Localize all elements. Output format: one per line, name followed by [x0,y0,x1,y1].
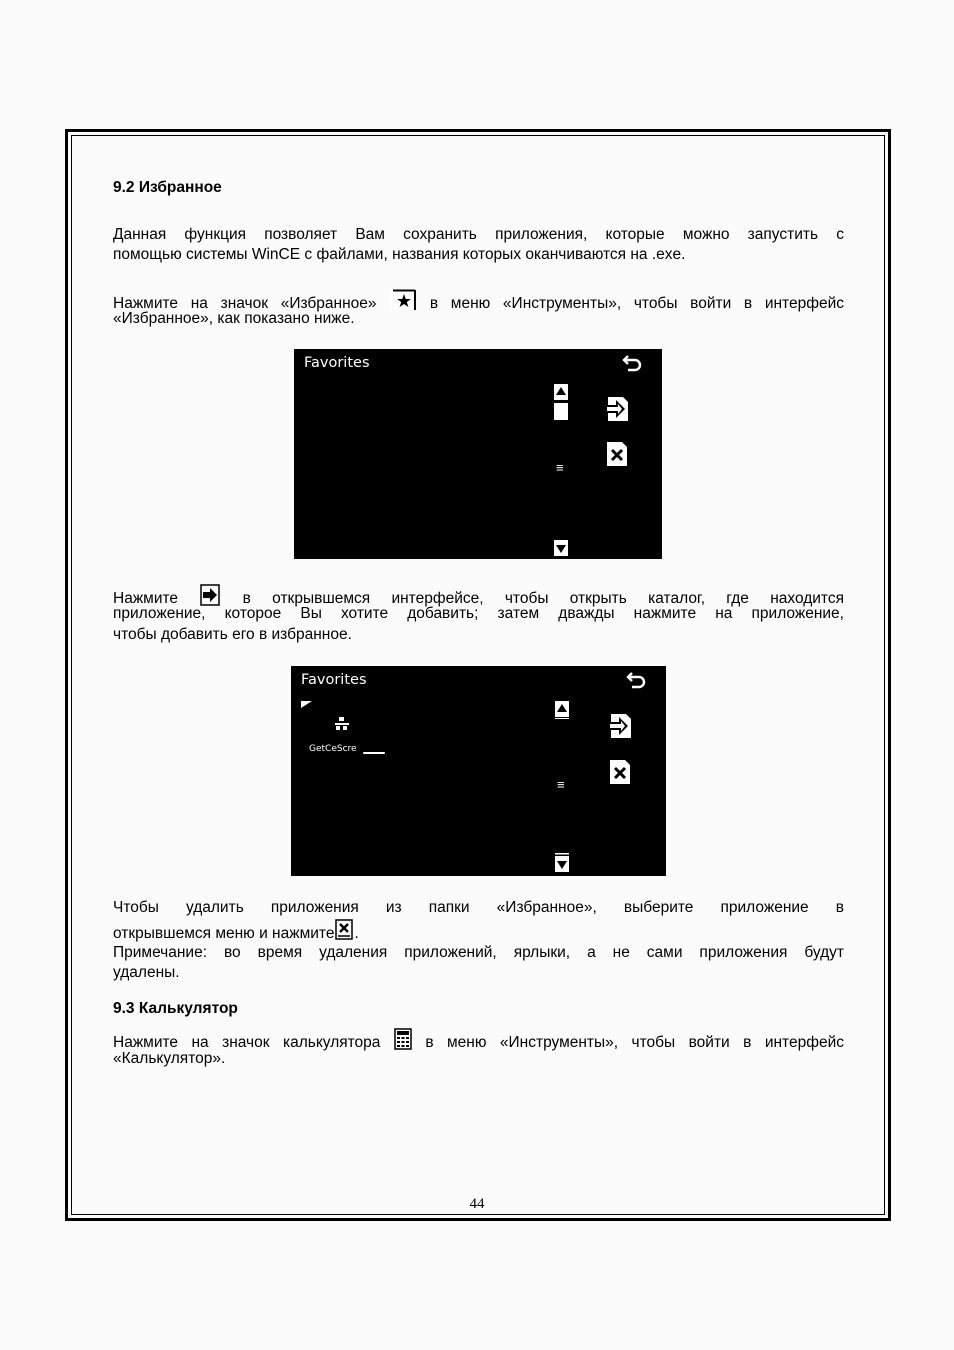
app-icon[interactable] [334,716,350,732]
paragraph-line: Нажмите на значок «Избранное» в меню «Инструменты», чтобы войти в интерфейс [113,289,844,314]
calculator-icon [394,1028,412,1050]
screen-title: Favorites [301,672,367,688]
paragraph-line: Нажмите на значок калькулятора в меню «Инструменты», чтобы войти в интерфейс [113,1028,844,1053]
favorites-star-icon [389,289,417,311]
open-folder-arrow-icon [199,584,221,606]
paragraph-line: открывшемся меню и нажмите . [113,919,844,944]
scroll-up-icon [553,383,569,421]
delete-x-icon [607,758,633,786]
scroll-indicator: ≡ [557,777,565,792]
paragraph-line: помощью системы WinCE с файлами, названия которых оканчиваются на .exe. [113,246,686,263]
section-heading-favorites: 9.2 Избранное [113,179,222,196]
paragraph-line: Нажмите в открывшемся интерфейсе, чтобы открыть каталог, где находится [113,584,844,609]
favorites-screenshot-2 [291,666,666,876]
paragraph-line: Чтобы удалить приложения из папки «Избранное», выберите приложение в [113,899,844,916]
app-label[interactable]: GetCeScre [309,744,357,754]
paragraph-line: приложение, которое Вы хотите добавить; затем дважды нажмите на приложение, [113,605,844,622]
scroll-indicator: ≡ [556,460,564,475]
page-number: 44 [469,1196,485,1212]
scroll-down-icon [554,853,570,873]
label-underline [363,752,385,754]
paragraph-line: «Избранное», как показано ниже. [113,310,355,327]
paragraph-line: чтобы добавить его в избранное. [113,626,352,643]
scroll-down-icon [553,539,569,557]
delete-x-icon [334,919,354,941]
selection-marker [301,701,313,709]
note-line: Примечание: во время удаления приложений, ярлыки, а не сами приложения будут [113,944,844,961]
section-heading-calculator: 9.3 Калькулятор [113,1000,238,1017]
back-arrow-icon [622,353,644,373]
delete-x-icon [604,440,630,468]
favorites-screenshot-1 [294,349,662,559]
screen-title: Favorites [304,355,370,371]
open-folder-arrow-icon [604,395,630,423]
note-line: удалены. [113,964,180,981]
back-arrow-icon [626,670,648,690]
paragraph-line: Данная функция позволяет Вам сохранить приложения, которые можно запустить с [113,226,844,243]
scroll-up-icon [554,700,570,720]
paragraph-line: «Калькулятор». [113,1050,226,1067]
open-folder-arrow-icon [607,712,633,740]
